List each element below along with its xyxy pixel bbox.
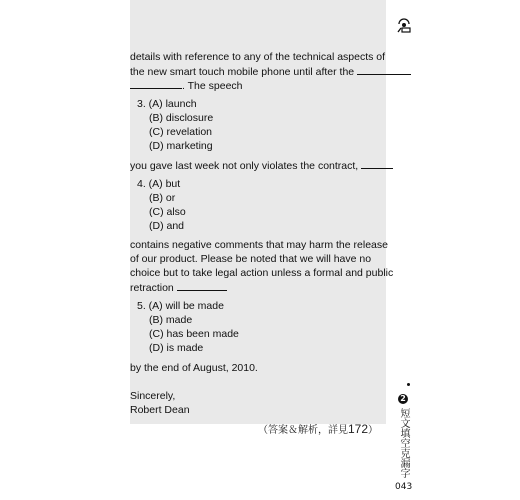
reading-person-icon <box>396 18 412 34</box>
blank-4 <box>361 158 393 169</box>
chapter-side-tab <box>395 386 411 492</box>
passage-line: you gave last week not only violates the contract, <box>130 158 393 173</box>
closing: Sincerely, <box>130 390 176 402</box>
blank-3 <box>130 78 182 89</box>
passage-line: contains negative comments that may harm the release <box>130 239 388 251</box>
blank-2 <box>357 64 411 75</box>
page-number: 043 <box>395 482 413 492</box>
question-4-option-b: (B) or <box>149 192 176 204</box>
answer-reference-note: （答案＆解析，詳見172） <box>257 422 378 436</box>
passage-line: . The speech <box>130 78 243 93</box>
question-5-option-a: 5. (A) will be made <box>137 300 224 312</box>
question-4-option-c: (C) also <box>149 206 186 218</box>
signature: Robert Dean <box>130 404 190 416</box>
passage-line: the new smart touch mobile phone until after the <box>130 64 411 79</box>
passage-line: of our product. Please be noted that we will have no <box>130 253 372 265</box>
question-4-option-a: 4. (A) but <box>137 178 181 190</box>
question-3-option-d: (D) marketing <box>149 140 213 152</box>
question-5-option-d: (D) is made <box>149 342 204 354</box>
chapter-number-badge: 2 <box>398 394 408 404</box>
blank-5 <box>177 280 227 291</box>
dot-icon <box>407 383 410 386</box>
passage-line: by the end of August, 2010. <box>130 362 258 374</box>
question-3-option-c: (C) revelation <box>149 126 213 138</box>
passage-line: retraction <box>130 280 227 295</box>
question-4-option-d: (D) and <box>149 220 185 232</box>
chapter-title: 短文填空克漏字 <box>398 408 409 478</box>
passage-line: details with reference to any of the technical aspects of <box>130 51 386 63</box>
question-5-option-c: (C) has been made <box>149 328 239 340</box>
passage-line: choice but to take legal action unless a formal and public <box>130 267 394 279</box>
question-3-option-a: 3. (A) launch <box>137 98 197 110</box>
question-3-option-b: (B) disclosure <box>149 112 214 124</box>
question-5-option-b: (B) made <box>149 314 193 326</box>
